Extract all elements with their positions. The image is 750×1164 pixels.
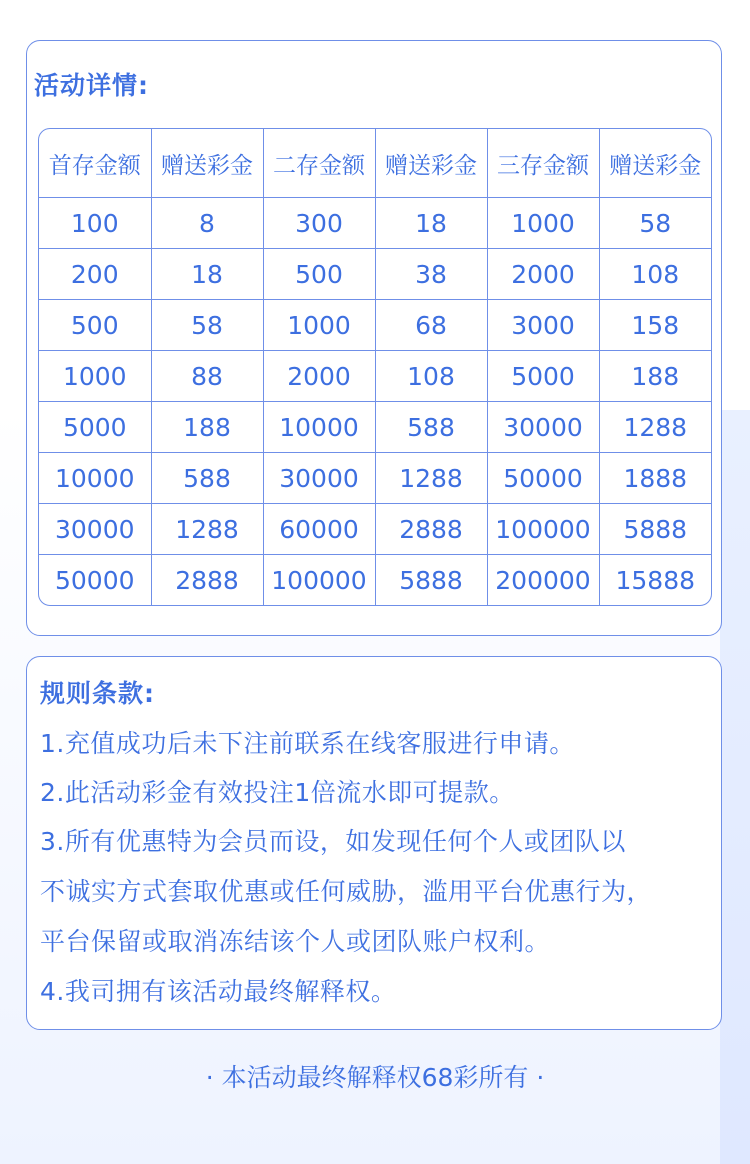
header-bonus-3: 赠送彩金 [599, 129, 711, 198]
bonus-table-container [38, 128, 712, 606]
table-cell: 3000 [487, 300, 599, 351]
table-cell: 58 [599, 198, 711, 249]
table-cell: 18 [151, 249, 263, 300]
rule-line: 1.充值成功后未下注前联系在线客服进行申请。 [40, 729, 575, 758]
table-cell: 2000 [263, 351, 375, 402]
table-cell: 10000 [263, 402, 375, 453]
table-cell: 1288 [151, 504, 263, 555]
table-cell: 15888 [599, 555, 711, 606]
table-row [39, 351, 711, 402]
table-cell: 2888 [375, 504, 487, 555]
table-cell: 100 [39, 198, 151, 249]
table-row [39, 300, 711, 351]
rule-line: 平台保留或取消冻结该个人或团队账户权利。 [40, 927, 551, 956]
header-third-deposit: 三存金额 [487, 129, 599, 198]
table-cell: 1888 [599, 453, 711, 504]
table-cell: 200 [39, 249, 151, 300]
table-row [39, 249, 711, 300]
table-cell: 10000 [39, 453, 151, 504]
table-cell: 1000 [39, 351, 151, 402]
table-cell: 100000 [263, 555, 375, 606]
table-row [39, 198, 711, 249]
header-bonus-2: 赠送彩金 [375, 129, 487, 198]
table-cell: 88 [151, 351, 263, 402]
bonus-table [39, 129, 711, 605]
header-first-deposit: 首存金额 [39, 129, 151, 198]
table-cell: 68 [375, 300, 487, 351]
header-bonus-1: 赠送彩金 [151, 129, 263, 198]
table-cell: 5888 [599, 504, 711, 555]
rules-title: 规则条款: [40, 679, 155, 708]
table-cell: 188 [151, 402, 263, 453]
table-cell: 1288 [375, 453, 487, 504]
table-row [39, 555, 711, 606]
rule-line: 不诚实方式套取优惠或任何威胁，滥用平台优惠行为， [40, 877, 653, 906]
table-cell: 158 [599, 300, 711, 351]
table-cell: 30000 [263, 453, 375, 504]
table-cell: 300 [263, 198, 375, 249]
table-cell: 1288 [599, 402, 711, 453]
table-cell: 200000 [487, 555, 599, 606]
table-cell: 2888 [151, 555, 263, 606]
table-header-row [39, 129, 711, 198]
table-cell: 588 [151, 453, 263, 504]
footer-note: · 本活动最终解释权68彩所有 · [205, 1063, 545, 1092]
table-cell: 1000 [263, 300, 375, 351]
table-cell: 38 [375, 249, 487, 300]
header-second-deposit: 二存金额 [263, 129, 375, 198]
table-cell: 50000 [39, 555, 151, 606]
table-cell: 500 [263, 249, 375, 300]
background-decoration [720, 410, 750, 1164]
table-cell: 108 [599, 249, 711, 300]
table-cell: 5000 [39, 402, 151, 453]
rule-line: 3.所有优惠特为会员而设，如发现任何个人或团队以 [40, 827, 626, 856]
table-cell: 50000 [487, 453, 599, 504]
table-cell: 30000 [39, 504, 151, 555]
table-cell: 1000 [487, 198, 599, 249]
table-cell: 60000 [263, 504, 375, 555]
table-cell: 5888 [375, 555, 487, 606]
table-cell: 188 [599, 351, 711, 402]
table-body [39, 198, 711, 606]
table-cell: 5000 [487, 351, 599, 402]
rule-line: 4.我司拥有该活动最终解释权。 [40, 977, 397, 1006]
table-cell: 30000 [487, 402, 599, 453]
rule-line: 2.此活动彩金有效投注1倍流水即可提款。 [40, 778, 515, 807]
table-cell: 18 [375, 198, 487, 249]
table-cell: 2000 [487, 249, 599, 300]
table-cell: 108 [375, 351, 487, 402]
table-cell: 500 [39, 300, 151, 351]
table-cell: 588 [375, 402, 487, 453]
table-row [39, 453, 711, 504]
table-row [39, 402, 711, 453]
table-cell: 58 [151, 300, 263, 351]
table-cell: 100000 [487, 504, 599, 555]
table-cell: 8 [151, 198, 263, 249]
activity-detail-title: 活动详情: [34, 71, 149, 100]
table-row [39, 504, 711, 555]
